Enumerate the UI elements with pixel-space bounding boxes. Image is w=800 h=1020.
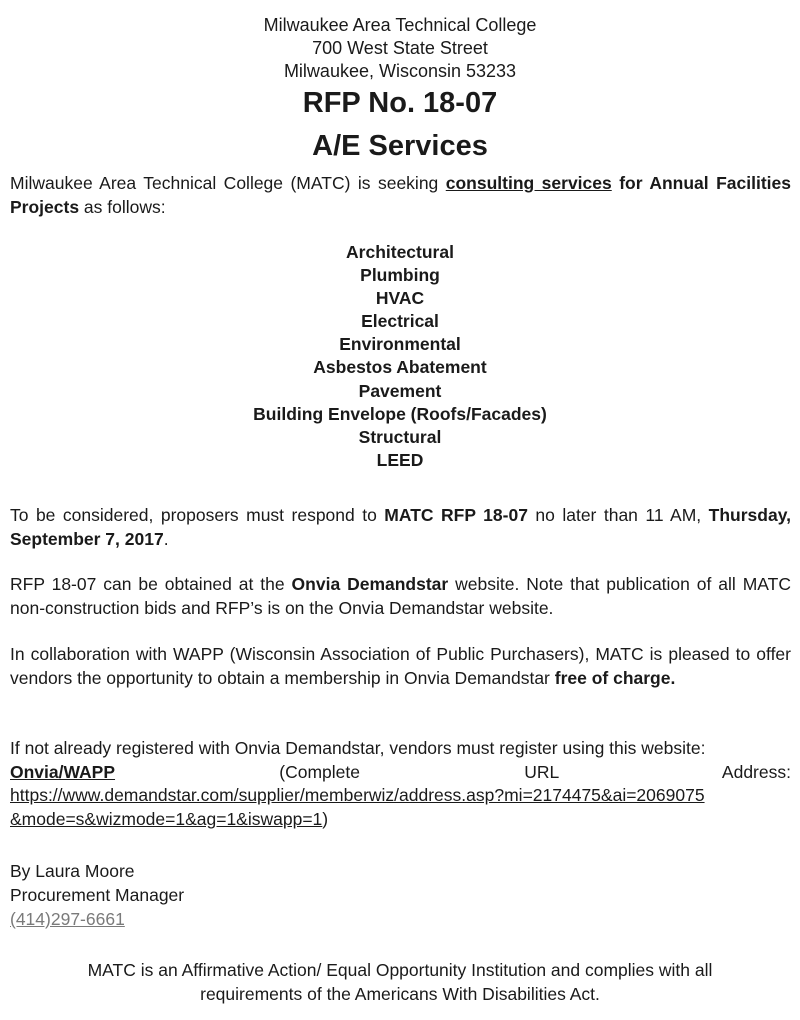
college-name: Milwaukee Area Technical College [263,15,537,35]
signatory-title: Procurement Manager [10,885,185,905]
obtain-note: website. Note that publication of all MATC non-construction bids and RFP’s is on the Onvia Demandstar website. [10,574,791,618]
rfp-subject-title: A/E Services [312,130,488,162]
deadline-date: Thursday, September 7, 2017 [10,505,791,549]
services-list [0,241,800,472]
service-item: Environmental [339,334,461,355]
register-instructions: If not already registered with Onvia Demandstar, vendors must register using this website: [10,738,706,758]
obtain-paragraph [10,573,791,620]
onvia-wapp-link[interactable]: Onvia/WAPP [10,761,116,782]
complete-label: (Complete [279,761,361,782]
service-item: Electrical [361,311,439,332]
onvia-demandstar-name: Onvia Demandstar [291,574,449,594]
deadline-paragraph [10,504,791,551]
rfp-reference: MATC RFP 18-07 [384,505,528,525]
service-item: LEED [376,449,424,470]
collaboration-text: In collaboration with WAPP (Wisconsin Association of Public Purchasers), MATC is pleased to offer vendors the opportunity to obtain a membership in Onvia Demandstar [10,644,791,688]
registration-url-line2 [10,808,791,832]
service-item: Architectural [346,242,454,262]
service-item: Plumbing [360,265,440,286]
city-state-zip: Milwaukee, Wisconsin 53233 [283,61,517,81]
deadline-text: To be considered, proposers must respond to [10,505,385,525]
service-item: Structural [358,426,442,447]
service-item: Pavement [358,380,442,401]
collaboration-paragraph [10,643,791,690]
free-of-charge: free of charge. [554,667,676,688]
intro-paragraph [10,172,791,219]
deadline-time: no later than 11 AM, [527,505,709,525]
url-label: URL [524,761,559,782]
deadline-period: . [163,528,169,549]
signatory-name: By Laura Moore [10,861,135,881]
service-item: HVAC [375,288,425,309]
registration-url-part2[interactable]: &mode=s&wizmode=1&ag=1&iswapp=1 [10,808,323,829]
eeo-statement [0,958,800,1006]
intro-tail-text: as follows: [79,196,166,217]
register-link-line [10,761,791,785]
url-close-paren: ) [322,808,329,829]
address-label: Address: [721,761,791,782]
register-paragraph [10,737,791,831]
consulting-services-link[interactable]: consulting services [445,173,612,193]
service-item: Building Envelope (Roofs/Facades) [253,403,547,424]
intro-text: Milwaukee Area Technical College (MATC) is seeking [10,173,446,193]
eeo-line1: MATC is an Affirmative Action/ Equal Opportunity Institution and complies with all [87,960,713,980]
registration-url-part1[interactable]: https://www.demandstar.com/supplier/memberwiz/address.asp?mi=2174475&ai=2069075 [10,785,705,805]
street-address: 700 West State Street [312,38,488,58]
eeo-line2: requirements of the Americans With Disabilities Act. [200,984,600,1004]
intro-bold-text: for Annual Facilities Projects [10,173,791,217]
rfp-number-title: RFP No. 18-07 [302,87,498,119]
obtain-text: RFP 18-07 can be obtained at the [10,574,292,594]
service-item: Asbestos Abatement [313,357,487,378]
phone-link[interactable]: (414)297-6661 [10,909,125,929]
